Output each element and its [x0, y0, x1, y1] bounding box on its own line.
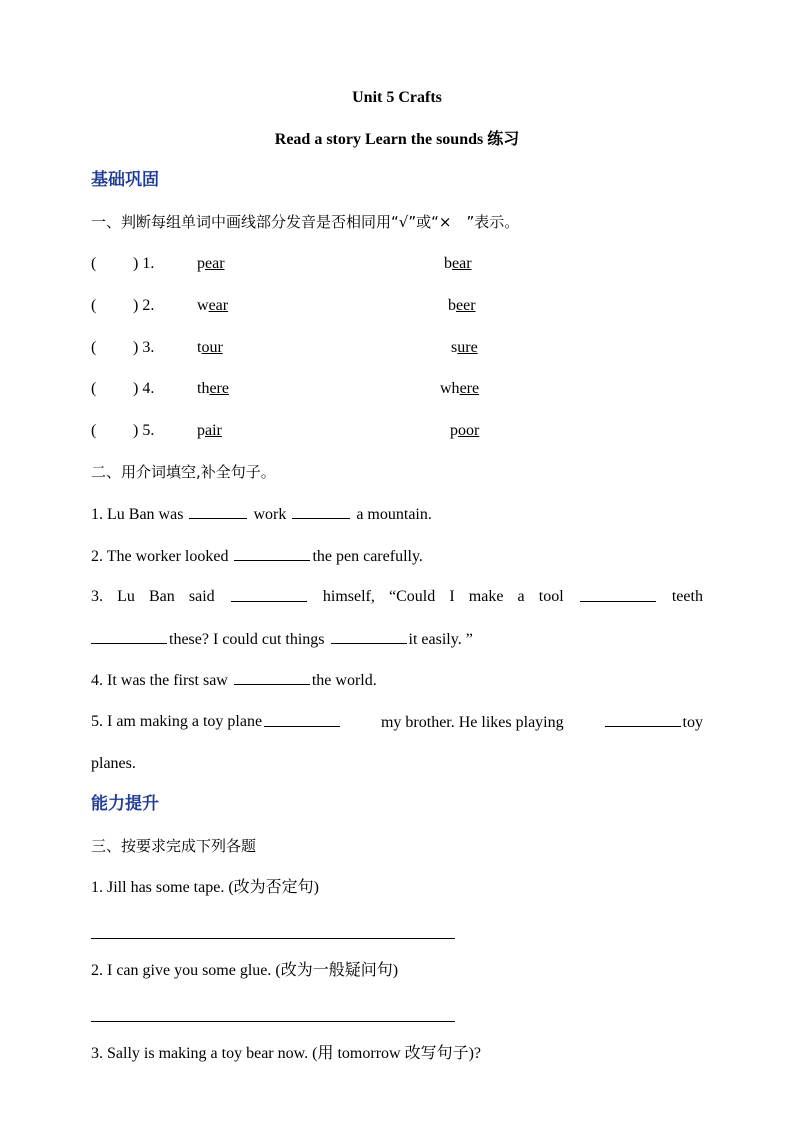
sentence-2	[91, 546, 703, 567]
sentence-5-line-2: planes.	[91, 755, 136, 772]
sentence-5-text-c: toy	[682, 714, 703, 731]
answer-paren-open[interactable]: (	[91, 422, 97, 439]
blank[interactable]	[91, 629, 167, 644]
word-two	[448, 296, 476, 316]
word-one-prefix: th	[197, 380, 210, 397]
word-one	[197, 254, 225, 274]
judge-item	[91, 338, 703, 358]
word-two-underlined: ear	[452, 255, 472, 272]
sentence-3-word: said	[188, 588, 215, 605]
answer-line-2[interactable]	[91, 1021, 455, 1022]
answer-line-1[interactable]	[91, 938, 455, 939]
word-two	[440, 379, 479, 399]
word-one-prefix: t	[197, 339, 202, 356]
sentence-5-line-1	[91, 712, 703, 733]
sentence-1-text-c: a mountain.	[352, 506, 432, 523]
word-two-prefix: b	[444, 255, 452, 272]
sentence-3-word: teeth	[671, 588, 703, 605]
sentence-2-text-a: 2. The worker looked	[91, 548, 233, 565]
sentence-5-end	[603, 712, 703, 733]
blank[interactable]	[189, 504, 247, 519]
sentence-5-rest	[262, 712, 703, 733]
sentence-1	[91, 504, 703, 525]
question-3: 3. Sally is making a toy bear now. (用 tomorrow 改写句子)?	[91, 1045, 482, 1062]
question-2: 2. I can give you some glue. (改为一般疑问句)	[91, 962, 399, 979]
answer-paren-open[interactable]: (	[91, 339, 97, 356]
word-one-underlined: ere	[209, 380, 229, 397]
item-number: ) 5.	[133, 422, 155, 439]
judge-item	[91, 296, 703, 316]
blank[interactable]	[234, 670, 310, 685]
word-one	[197, 421, 222, 441]
blank[interactable]	[331, 629, 407, 644]
word-one-underlined: air	[205, 422, 222, 439]
judge-item	[91, 379, 703, 399]
word-two-underlined: ere	[459, 380, 480, 397]
page-title: Unit 5 Crafts	[352, 89, 442, 106]
word-one-prefix: p	[197, 422, 205, 439]
sentence-3-word: Lu	[117, 588, 135, 605]
word-one	[197, 379, 229, 399]
sentence-3-text-b: these? I could cut things	[169, 631, 329, 648]
word-two-prefix: wh	[440, 380, 460, 397]
word-one-underlined: ear	[208, 297, 229, 314]
sentence-3-word: tool	[538, 588, 564, 605]
word-two-underlined: ure	[457, 339, 478, 356]
word-two	[450, 421, 479, 441]
sentence-3-line-1	[91, 587, 703, 607]
section-heading-advanced: 能力提升	[91, 794, 159, 814]
section-heading-basic: 基础巩固	[91, 170, 159, 190]
answer-paren-open[interactable]: (	[91, 380, 97, 397]
sentence-3-line-2	[91, 629, 703, 650]
question-1: 1. Jill has some tape. (改为否定句)	[91, 879, 319, 896]
blank[interactable]	[231, 587, 307, 602]
word-one-underlined: our	[201, 339, 223, 356]
sentence-5-text-b: my brother. He likes playing	[380, 714, 564, 731]
answer-paren-open[interactable]: (	[91, 255, 97, 272]
sentence-3-word: 3.	[91, 588, 103, 605]
word-one-prefix: w	[197, 297, 209, 314]
sentence-3-word: “Could	[389, 588, 436, 605]
sentence-4-text-b: the world.	[311, 672, 377, 689]
blank[interactable]	[234, 546, 310, 561]
answer-paren-open[interactable]: (	[91, 297, 97, 314]
part1-instruction: 一、判断每组单词中画线部分发音是否相同用“√”或“× ”表示。	[91, 213, 520, 231]
word-two	[451, 338, 478, 358]
judge-item	[91, 254, 703, 274]
blank[interactable]	[292, 504, 350, 519]
part2-instruction: 二、用介词填空,补全句子。	[91, 463, 276, 481]
sentence-1-text-b: work	[249, 506, 291, 523]
sentence-4-text-a: 4. It was the first saw	[91, 672, 232, 689]
part3-instruction: 三、按要求完成下列各题	[91, 837, 257, 855]
word-one	[197, 296, 228, 316]
judge-item	[91, 421, 703, 441]
sentence-3-text-c: it easily. ”	[408, 631, 473, 648]
sentence-1-text-a: 1. Lu Ban was	[91, 506, 188, 523]
word-two-prefix: p	[450, 422, 458, 439]
word-one-prefix: p	[197, 255, 205, 272]
page-subtitle: Read a story Learn the sounds 练习	[274, 131, 520, 148]
sentence-4	[91, 670, 703, 691]
word-one-underlined: ear	[205, 255, 225, 272]
word-two-underlined: oor	[458, 422, 480, 439]
item-number: ) 2.	[133, 297, 155, 314]
sentence-3-word: himself,	[322, 588, 375, 605]
word-two-underlined: eer	[456, 297, 476, 314]
blank[interactable]	[580, 587, 656, 602]
word-two-prefix: s	[451, 339, 458, 356]
item-number: ) 4.	[133, 380, 155, 397]
item-number: ) 1.	[133, 255, 155, 272]
blank[interactable]	[264, 712, 340, 727]
sentence-2-text-b: the pen carefully.	[312, 548, 423, 565]
word-two-prefix: b	[448, 297, 456, 314]
sentence-3-word: a	[517, 588, 525, 605]
sentence-3-word: Ban	[149, 588, 175, 605]
sentence-3-word: make	[468, 588, 504, 605]
sentence-5-text-a: 5. I am making a toy plane	[91, 713, 263, 730]
word-one	[197, 338, 223, 358]
item-number: ) 3.	[133, 339, 155, 356]
blank[interactable]	[605, 712, 681, 727]
sentence-3-word: I	[449, 588, 455, 605]
word-two	[444, 254, 472, 274]
